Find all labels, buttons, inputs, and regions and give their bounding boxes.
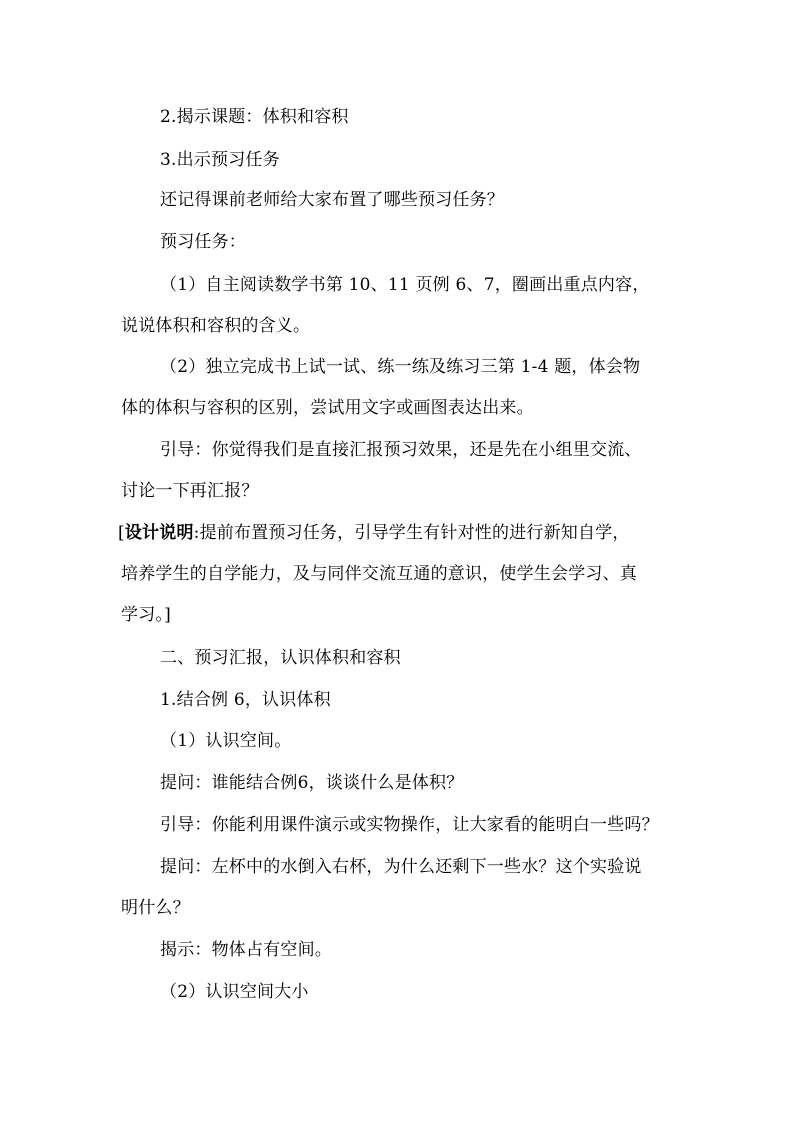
text-line: 体的体积与容积的区别，尝试用文字或画图表达出来。 bbox=[121, 398, 534, 418]
text-line: 引导：你能利用课件演示或实物操作，让大家看的能明白一些吗？ bbox=[160, 815, 659, 835]
text-line: 揭示：物体占有空间。 bbox=[160, 940, 332, 960]
text-line: （1）认识空间。 bbox=[160, 731, 292, 751]
design-note-line bbox=[118, 522, 630, 544]
text-line: 提问：左杯中的水倒入右杯，为什么还剩下一些水？这个实验说 bbox=[160, 857, 642, 877]
text-line: 培养学生的自学能力，及与同伴交流互通的意识，使学生会学习、真 bbox=[121, 564, 637, 584]
text-line: 3.出示预习任务 bbox=[160, 150, 280, 170]
design-note-label: 设计说明 bbox=[124, 523, 194, 543]
text-line: （2）认识空间大小 bbox=[160, 982, 309, 1002]
text-line: （2）独立完成书上试一试、练一练及练习三第 1-4 题，体会物 bbox=[160, 357, 641, 377]
subsection-heading: 1.结合例 6，认识体积 bbox=[160, 690, 331, 710]
text-line: 引导：你觉得我们是直接汇报预习效果，还是先在小组里交流、 bbox=[160, 440, 642, 460]
text-line: 预习任务： bbox=[160, 232, 246, 252]
text-line: 讨论一下再汇报？ bbox=[121, 481, 259, 501]
text-line: 2.揭示课题：体积和容积 bbox=[160, 107, 349, 127]
design-note-text: :提前布置预习任务，引导学生有针对性的进行新知自学， bbox=[193, 523, 630, 543]
text-line: 明什么？ bbox=[121, 898, 190, 918]
text-line: 学习。] bbox=[121, 605, 171, 625]
text-line: （1）自主阅读数学书第 10、11 页例 6、7，圈画出重点内容， bbox=[160, 275, 650, 295]
text-line: 还记得课前老师给大家布置了哪些预习任务？ bbox=[160, 190, 504, 210]
text-line: 提问：谁能结合例6，谈谈什么是体积？ bbox=[160, 773, 464, 793]
text-line: 说说体积和容积的含义。 bbox=[121, 316, 311, 336]
section-heading: 二、预习汇报，认识体积和容积 bbox=[160, 648, 401, 668]
bracket-open: [ bbox=[118, 523, 125, 543]
